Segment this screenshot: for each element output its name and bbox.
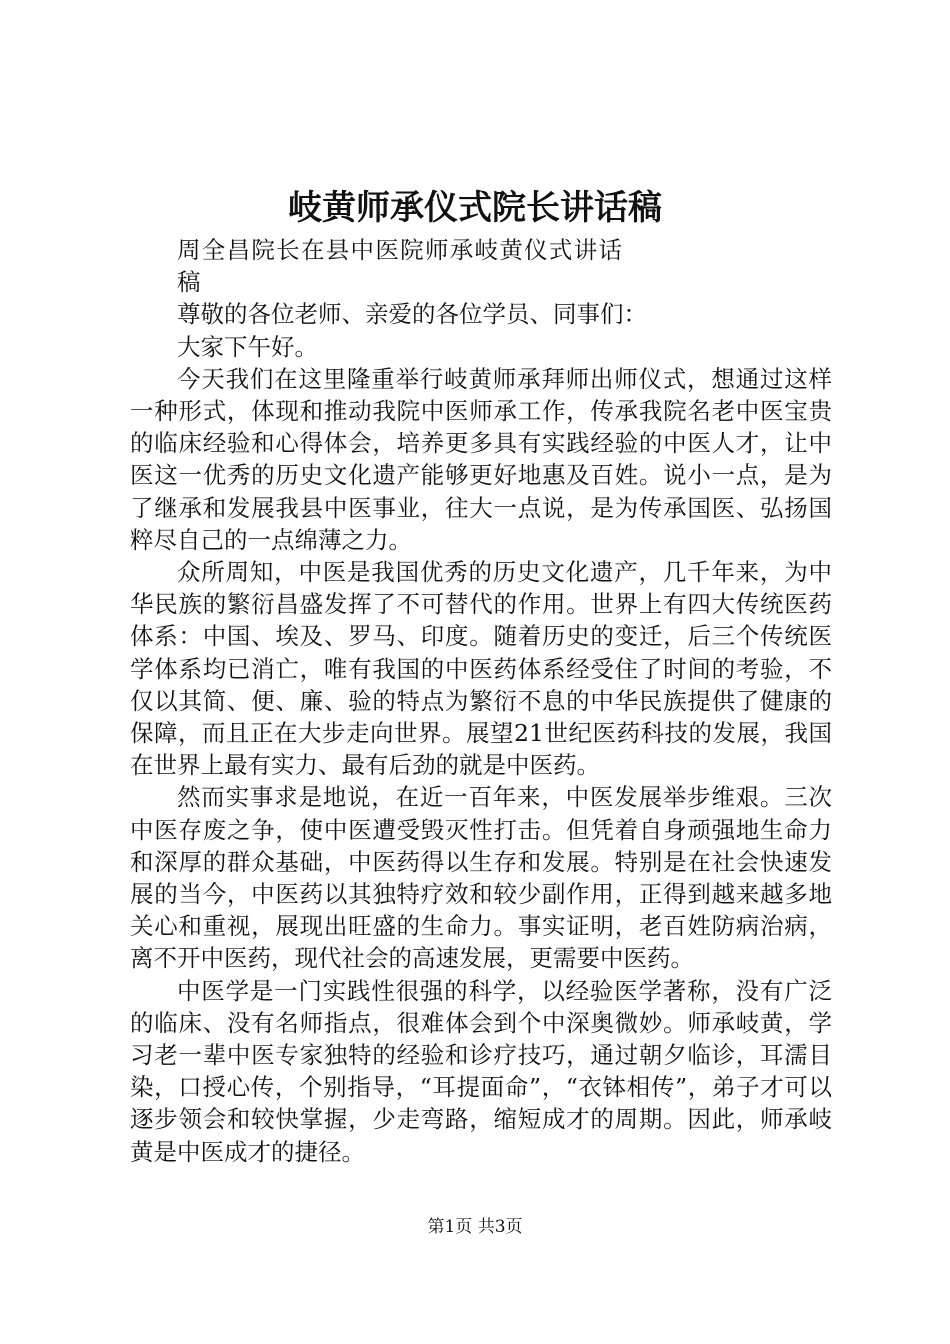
paragraph-2: 众所周知，中医是我国优秀的历史文化遗产，几千年来，为中华民族的繁衍昌盛发挥了不可替代的作用。世界上有四大传统医药体系：中国、埃及、罗马、印度。随着历史的变迁，后三个传统医学体系均已消亡，唯有我国的中医药体系经受住了时间的考验，不仅以其简、便、廉、验的特点为繁衍不息的中华民族提供了健康的保障，而且正在大步走向世界。展望21世纪医药科技的发展，我国在世界上最有实力、最有后劲的就是中医药。	[130, 558, 832, 780]
paragraph-3: 然而实事求是地说，在近一百年来，中医发展举步维艰。三次中医存废之争，使中医遭受毁灭性打击。但凭着自身顽强地生命力和深厚的群众基础，中医药得以生存和发展。特别是在社会快速发展的当今，中医药以其独特疗效和较少副作用，正得到越来越多地关心和重视，展现出旺盛的生命力。事实证明，老百姓防病治病，离不开中医药，现代社会的高速发展，更需要中医药。	[130, 783, 832, 973]
paragraph-1: 今天我们在这里隆重举行岐黄师承拜师出师仪式，想通过这样一种形式，体现和推动我院中医师承工作，传承我院名老中医宝贵的临床经验和心得体会，培养更多具有实践经验的中医人才，让中医这一优秀的历史文化遗产能够更好地惠及百姓。说小一点，是为了继承和发展我县中医事业，往大一点说，是为传承国医、弘扬国粹尽自己的一点绵薄之力。	[130, 364, 832, 554]
paragraph-4: 中医学是一门实践性很强的科学，以经验医学著称，没有广泛的临床、没有名师指点，很难体会到个中深奥微妙。师承岐黄，学习老一辈中医专家独特的经验和诊疗技巧，通过朝夕临诊，耳濡目染，口授心传，个别指导，“耳提面命”，“衣钵相传”，弟子才可以逐步领会和较快掌握，少走弯路，缩短成才的周期。因此，师承岐黄是中医成才的捷径。	[130, 976, 832, 1166]
speech-subtitle: 周全昌院长在县中医院师承岐黄仪式讲话稿	[177, 236, 622, 297]
page-footer: 第1页 共3页	[427, 1217, 523, 1237]
salutation: 尊敬的各位老师、亲爱的各位学员、同事们：	[177, 300, 647, 329]
greeting: 大家下午好。	[177, 332, 318, 361]
document-title: 岐黄师承仪式院长讲话稿	[288, 188, 662, 228]
document-body	[130, 234, 832, 1168]
